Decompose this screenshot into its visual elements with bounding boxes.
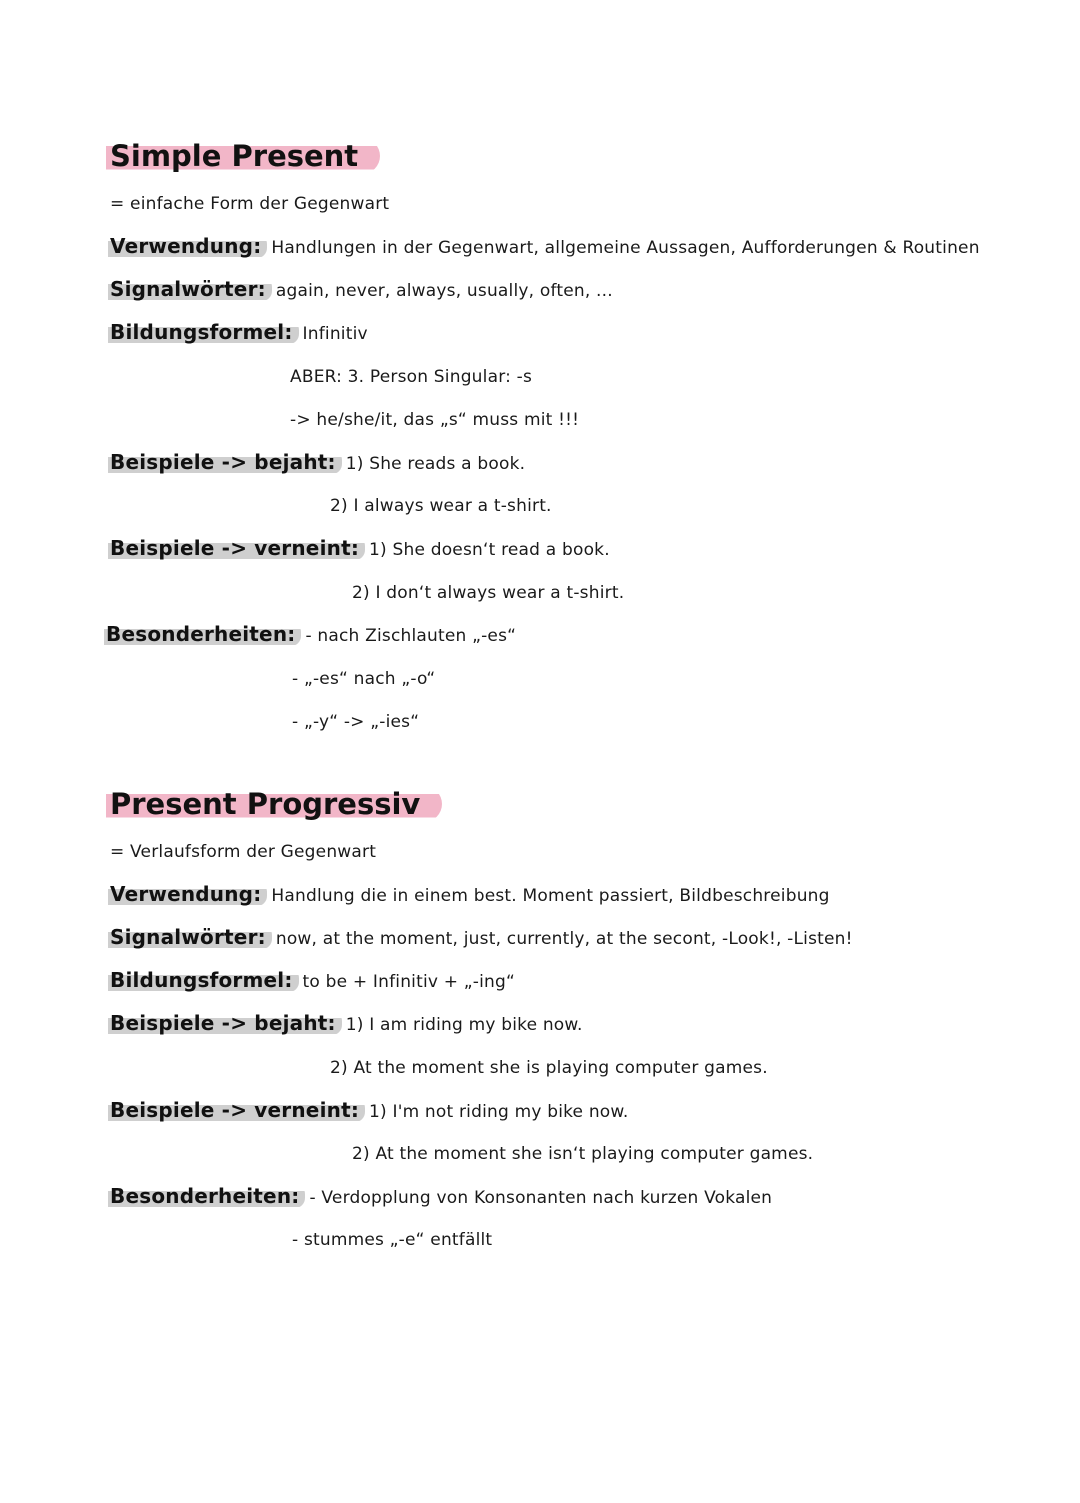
section-title-simple-present: Simple Present — [106, 138, 380, 174]
signalwoerter-label-2: Signalwörter: — [108, 925, 272, 949]
bildungsformel-note: -> he/she/it, das „s“ muss mit !!! — [290, 410, 580, 430]
besonderheiten-label-2: Besonderheiten: — [108, 1184, 305, 1208]
besonderheiten-2-2: - stummes „-e“ entfällt — [292, 1230, 493, 1250]
bildungsformel-text: Infinitiv — [302, 324, 368, 344]
bildungsformel-label-2: Bildungsformel: — [108, 968, 299, 992]
bildungsformel-text-2: to be + Infinitiv + „-ing“ — [302, 972, 516, 992]
beispiele-verneint-label: Beispiele -> verneint: — [108, 536, 365, 560]
verwendung-row — [108, 234, 980, 258]
verwendung-label: Verwendung: — [108, 234, 267, 258]
beispiele-verneint-row — [108, 536, 610, 560]
definition-present-progressiv: = Verlaufsform der Gegenwart — [110, 842, 377, 862]
signalwoerter-label: Signalwörter: — [108, 277, 272, 301]
signalwoerter-text-2: now, at the moment, just, currently, at the secont, -Look!, -Listen! — [275, 929, 853, 949]
besonderheiten-row-2 — [108, 1184, 772, 1208]
bildungsformel-row-2 — [108, 968, 515, 992]
beispiele-bejaht-1: 1) She reads a book. — [345, 454, 526, 474]
signalwoerter-row — [108, 277, 613, 301]
verwendung-text: Handlungen in der Gegenwart, allgemeine Aussagen, Aufforderungen & Routinen — [271, 238, 980, 258]
beispiele-verneint-1: 1) She doesn‘t read a book. — [369, 540, 610, 560]
besonderheiten-1: - nach Zischlauten „-es“ — [305, 626, 517, 646]
beispiele-verneint-label-2: Beispiele -> verneint: — [108, 1098, 365, 1122]
beispiele-bejaht-label: Beispiele -> bejaht: — [108, 450, 342, 474]
beispiele-verneint-2: 2) I don‘t always wear a t-shirt. — [352, 583, 625, 603]
beispiele-bejaht-row — [108, 450, 525, 474]
section-title-present-progressiv: Present Progressiv — [106, 786, 442, 822]
definition-simple-present: = einfache Form der Gegenwart — [110, 194, 390, 214]
beispiele-bejaht-1-2: 1) I am riding my bike now. — [345, 1015, 583, 1035]
beispiele-bejaht-2: 2) I always wear a t-shirt. — [330, 496, 552, 516]
beispiele-bejaht-label-2: Beispiele -> bejaht: — [108, 1011, 342, 1035]
signalwoerter-row-2 — [108, 925, 853, 949]
signalwoerter-text: again, never, always, usually, often, ... — [275, 281, 613, 301]
beispiele-verneint-1-2: 1) I'm not riding my bike now. — [369, 1102, 629, 1122]
besonderheiten-3: - „-y“ -> „-ies“ — [292, 712, 420, 732]
verwendung-text-2: Handlung die in einem best. Moment passiert, Bildbeschreibung — [271, 886, 830, 906]
beispiele-verneint-2-2: 2) At the moment she isn‘t playing computer games. — [352, 1144, 814, 1164]
bildungsformel-label: Bildungsformel: — [108, 320, 299, 344]
verwendung-row-2 — [108, 882, 830, 906]
beispiele-bejaht-2-2: 2) At the moment she is playing computer games. — [330, 1058, 768, 1078]
besonderheiten-2: - „-es“ nach „-o“ — [292, 669, 436, 689]
bildungsformel-exception: ABER: 3. Person Singular: -s — [290, 367, 533, 387]
bildungsformel-row — [108, 320, 368, 344]
beispiele-verneint-row-2 — [108, 1098, 629, 1122]
beispiele-bejaht-row-2 — [108, 1011, 583, 1035]
besonderheiten-row — [104, 622, 516, 646]
verwendung-label-2: Verwendung: — [108, 882, 267, 906]
besonderheiten-1-2: - Verdopplung von Konsonanten nach kurzen Vokalen — [309, 1188, 773, 1208]
besonderheiten-label: Besonderheiten: — [104, 622, 301, 646]
